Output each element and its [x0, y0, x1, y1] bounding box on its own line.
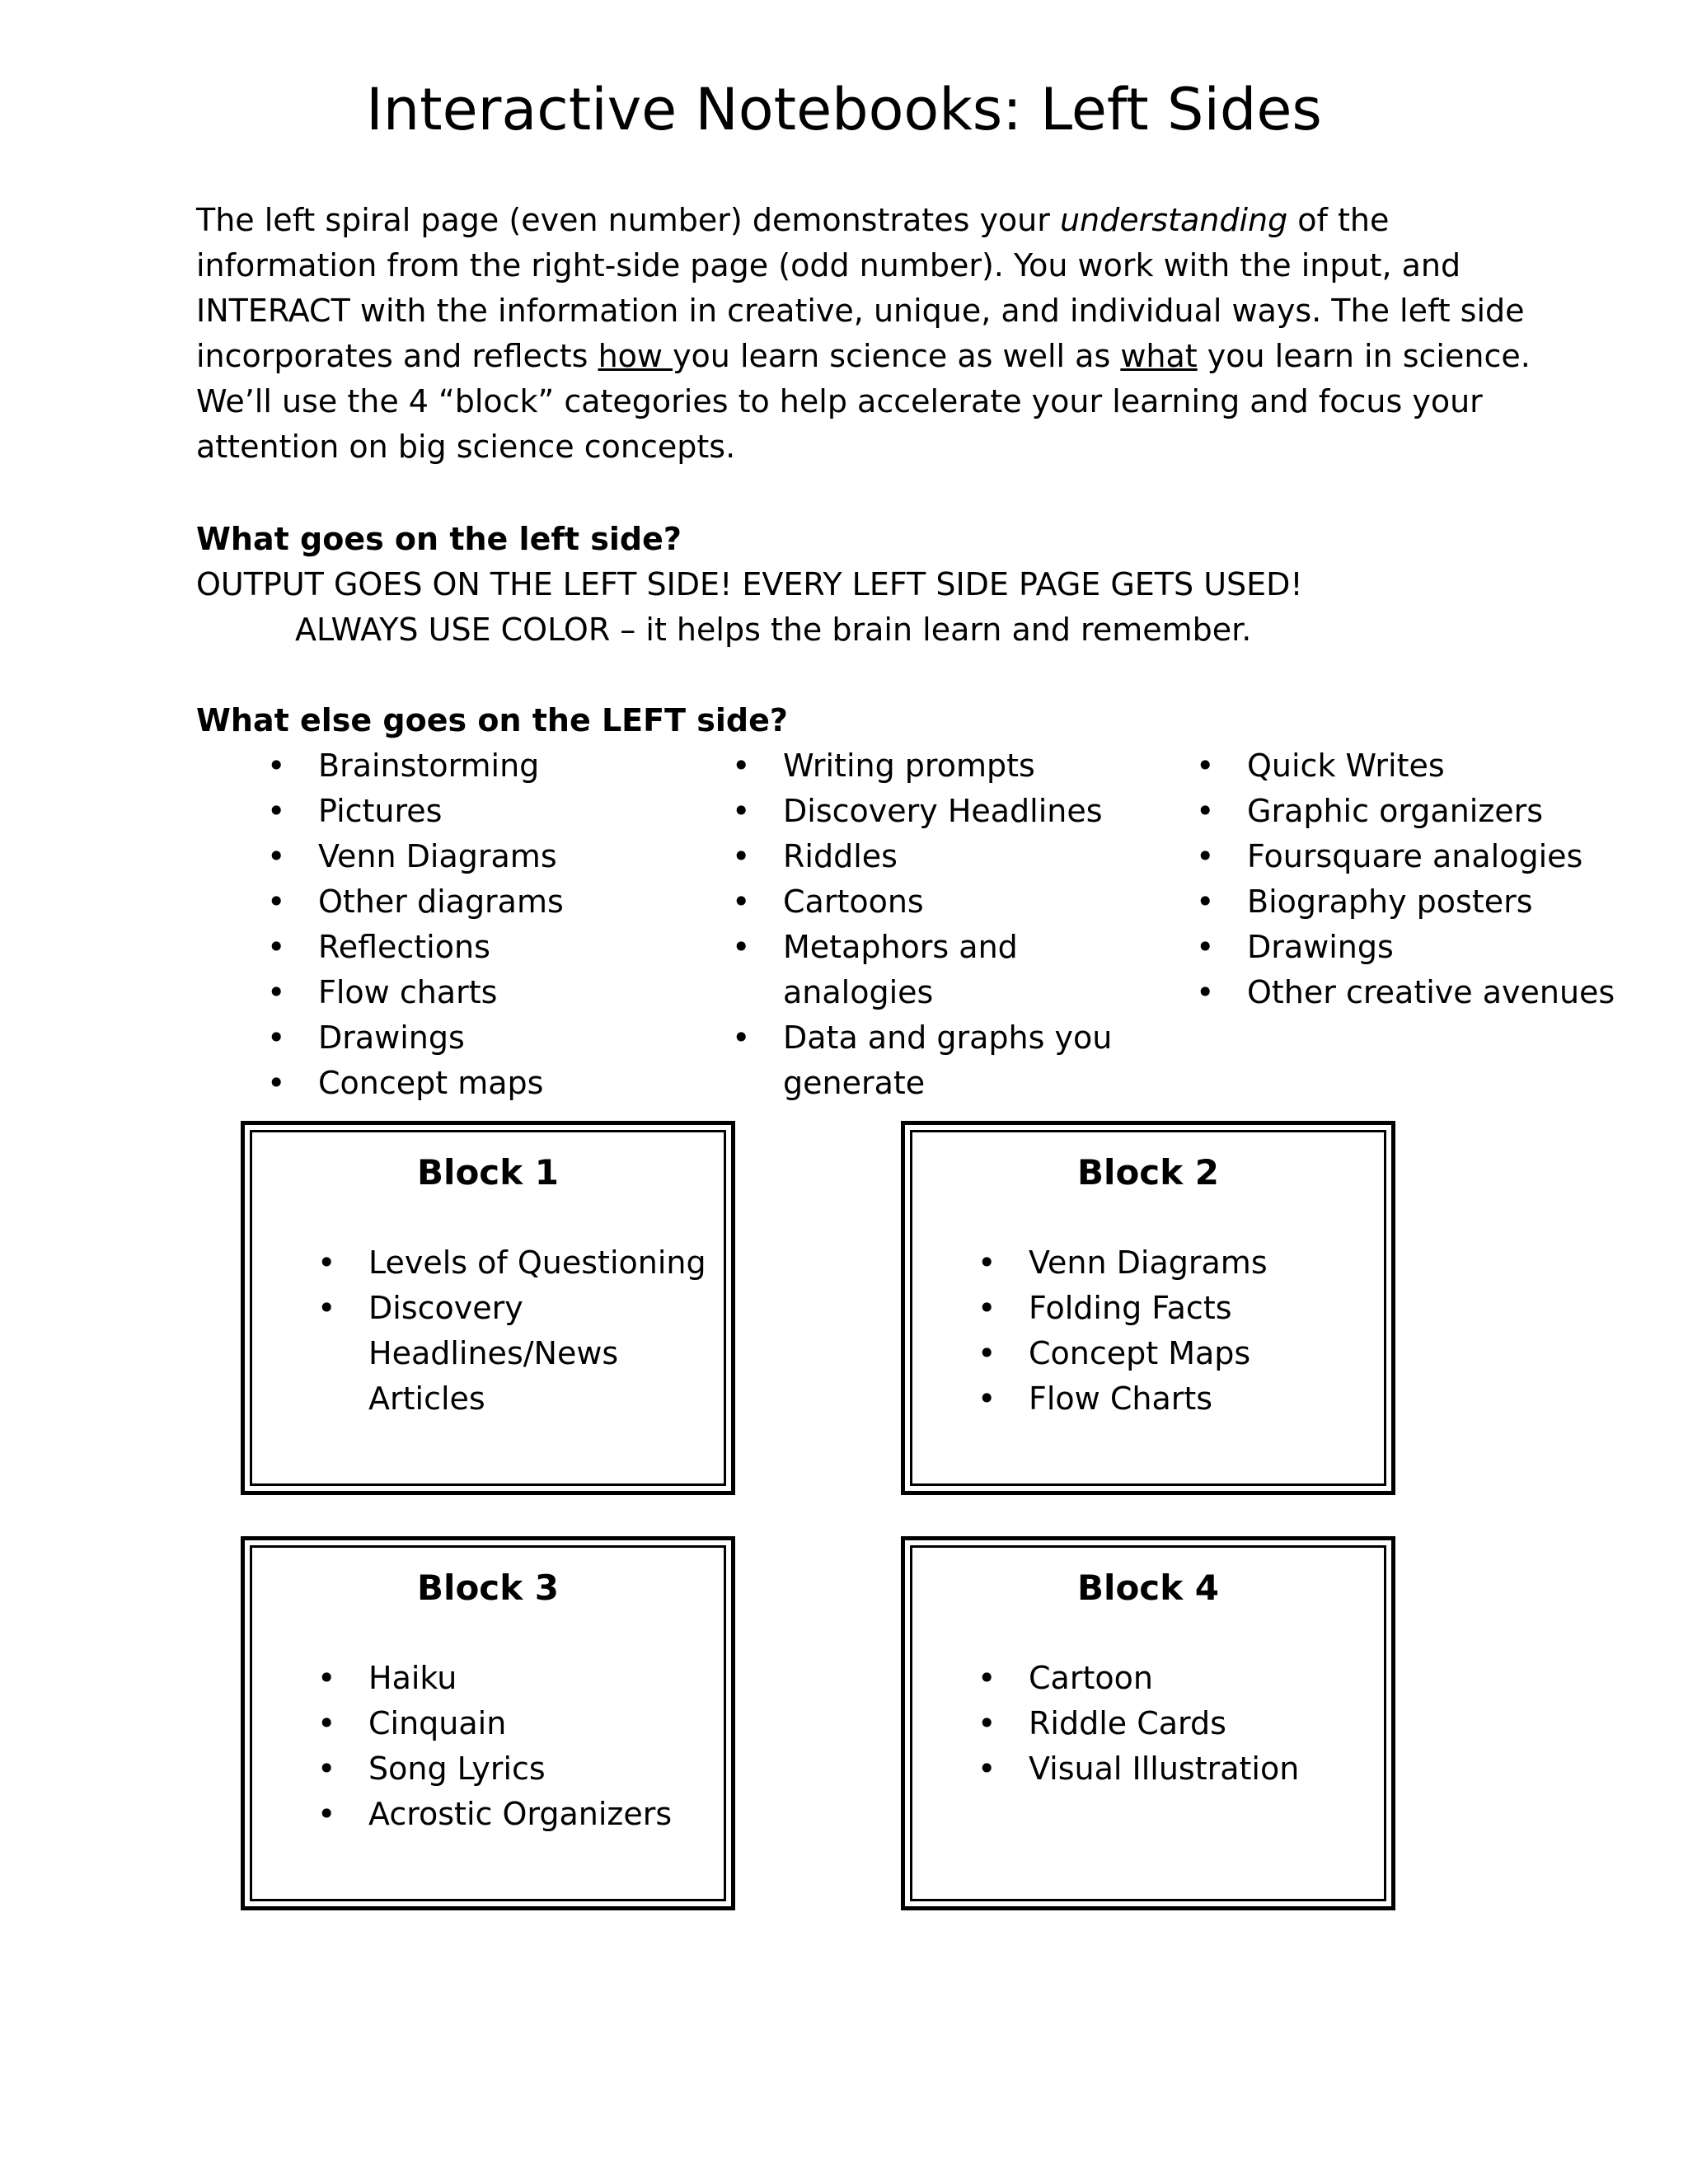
intro-paragraph: [196, 198, 1548, 470]
list-item: • Concept Maps: [1029, 1331, 1375, 1376]
list-item: • Venn Diagrams: [318, 834, 714, 879]
list-item: • Other diagrams: [318, 879, 714, 925]
block-title: Block 4: [1077, 1568, 1219, 1608]
list-item: • Metaphors and analogies: [783, 925, 1137, 1015]
left-side-list-column-1: [318, 743, 714, 1106]
list-item: • Concept maps: [318, 1061, 714, 1106]
block-title: Block 1: [417, 1152, 559, 1193]
list-item: • Drawings: [318, 1015, 714, 1061]
block-1-box: [241, 1121, 735, 1495]
list-item: • Levels of Questioning: [368, 1240, 715, 1286]
block-title: Block 3: [417, 1568, 559, 1608]
list-item: • Discovery Headlines/News Articles: [368, 1286, 715, 1422]
list-item: • Riddles: [783, 834, 1137, 879]
list-item: • Flow Charts: [1029, 1376, 1375, 1422]
list-item: • Foursquare analogies: [1247, 834, 1676, 879]
list-item: • Cartoons: [783, 879, 1137, 925]
list-item: • Acrostic Organizers: [368, 1792, 715, 1837]
list-item: • Pictures: [318, 789, 714, 834]
intro-text: you learn science as well as: [673, 338, 1121, 374]
list-item: • Venn Diagrams: [1029, 1240, 1375, 1286]
list-item: • Biography posters: [1247, 879, 1676, 925]
list-item: • Discovery Headlines: [783, 789, 1137, 834]
list-item: • Reflections: [318, 925, 714, 970]
block-3-box: [241, 1536, 735, 1910]
block-list: [368, 1240, 715, 1422]
page-title: Interactive Notebooks: Left Sides: [366, 76, 1322, 143]
list-item: • Brainstorming: [318, 743, 714, 789]
list-item: • Writing prompts: [783, 743, 1137, 789]
block-4-box: [901, 1536, 1395, 1910]
intro-text: you learn in science. We’ll use the 4 “block” categories to help accelerate your learning and focus your attention on big science concepts.: [196, 338, 1531, 465]
list-item: • Flow charts: [318, 970, 714, 1015]
block-list: [1029, 1656, 1375, 1792]
block-list: [368, 1656, 715, 1837]
list-item: • Graphic organizers: [1247, 789, 1676, 834]
block-title: Block 2: [1077, 1152, 1219, 1193]
intro-underline-what: what: [1120, 338, 1198, 374]
intro-text: The left spiral page (even number) demonstrates your: [196, 202, 1060, 238]
list-item: • Cartoon: [1029, 1656, 1375, 1701]
output-statement: OUTPUT GOES ON THE LEFT SIDE! EVERY LEFT SIDE PAGE GETS USED!: [196, 566, 1303, 602]
list-item: • Song Lyrics: [368, 1746, 715, 1792]
list-item: • Cinquain: [368, 1701, 715, 1746]
left-side-list-column-3: [1247, 743, 1676, 1015]
list-item: • Other creative avenues: [1247, 970, 1676, 1015]
list-item: • Riddle Cards: [1029, 1701, 1375, 1746]
block-2-box: [901, 1121, 1395, 1495]
list-item: • Quick Writes: [1247, 743, 1676, 789]
block-list: [1029, 1240, 1375, 1422]
color-statement: ALWAYS USE COLOR – it helps the brain learn and remember.: [295, 612, 1252, 648]
intro-emphasis: understanding: [1059, 202, 1288, 238]
list-item: • Visual Illustration: [1029, 1746, 1375, 1792]
intro-underline-how: how: [598, 338, 673, 374]
section-heading-else: What else goes on the LEFT side?: [196, 702, 788, 738]
left-side-list-column-2: [783, 743, 1137, 1106]
list-item: • Haiku: [368, 1656, 715, 1701]
list-item: • Data and graphs you generate: [783, 1015, 1137, 1106]
list-item: • Folding Facts: [1029, 1286, 1375, 1331]
list-item: • Drawings: [1247, 925, 1676, 970]
intro-text: of the information from the right-side page (odd number). You work with the input, and INTERACT with the information in creative, unique, and individual ways. The left side incorporates and reflects: [196, 202, 1525, 374]
section-heading-left-side: What goes on the left side?: [196, 521, 682, 557]
